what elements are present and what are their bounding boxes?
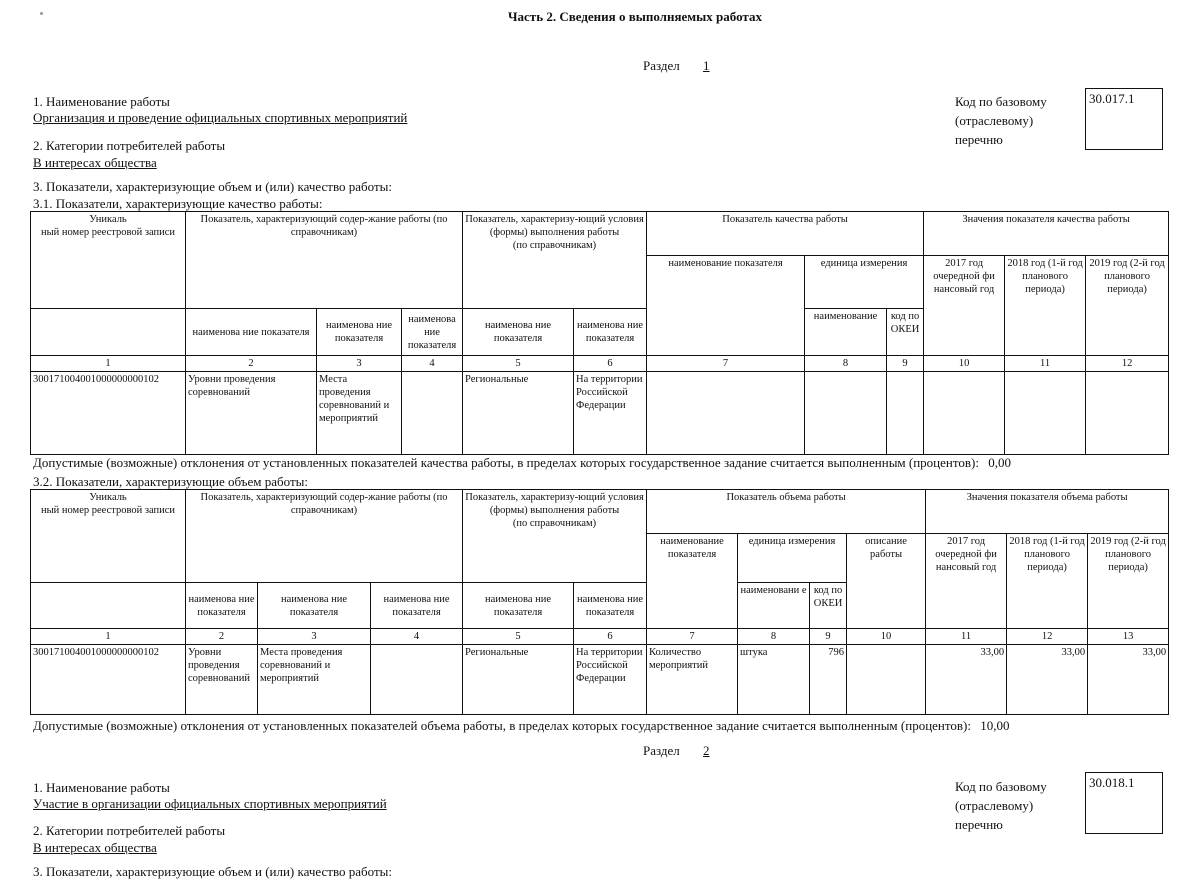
header-text: (по справочникам) [512,518,597,529]
header-content-indicator: Показатель, характеризующий содер-жание работы (по справочникам) [186,490,463,583]
column-number: 12 [1086,356,1169,372]
header-year-2019: 2019 год (2-й год планового периода) [1088,534,1169,629]
header-okei: код по ОКЕИ [887,309,924,356]
cell-empty [805,372,887,455]
cell-condition-5: Региональные [463,645,574,715]
base-code-box: 30.017.1 [1085,88,1163,150]
column-number: 2 [186,629,258,645]
header-year-2018: 2018 год (1-й год планового периода) [1005,256,1086,356]
cell-unit-name: штука [738,645,810,715]
section-label-text: Раздел [643,58,680,73]
header-quality-values: Значения показателя качества работы [924,212,1169,256]
header-year-2017: 2017 год очередной фи нансовый год [924,256,1005,356]
header-unit-name: наименовани е [738,583,810,629]
table-row [31,372,1169,455]
section-label-text: Раздел [643,743,680,758]
cell-registry-id: 300171004001000000000102 [31,645,186,715]
volume-label: 3.2. Показатели, характеризующие объем работы: [33,474,308,489]
quality-deviation [33,455,1011,471]
base-code-label-line-1: Код по базовому [955,779,1047,794]
header-text: ный номер реестровой записи [40,227,176,238]
page-title: Часть 2. Сведения о выполняемых работах [508,9,762,24]
header-sub-5: наименова ние показателя [463,309,574,356]
column-number: 1 [31,629,186,645]
header-empty [31,309,186,356]
work-name-value: Организация и проведение официальных спортивных мероприятий [33,110,408,125]
header-sub-6: наименова ние показателя [574,583,647,629]
cell-content-2: Уровни проведения соревнований [186,645,258,715]
section-number: 1 [703,58,710,73]
header-empty [31,583,186,629]
column-number: 5 [463,356,574,372]
header-text: Показатель, характеризу-ющий условия (формы) выполнения работы [465,492,644,516]
header-indicator-name: наименование показателя [647,534,738,629]
header-sub-3: наименова ние показателя [258,583,371,629]
base-code-label-line-2: (отраслевому) [955,113,1034,128]
base-code-label [955,92,1047,149]
header-okei: код по ОКЕИ [810,583,847,629]
cell-empty [647,372,805,455]
indicators-label: 3. Показатели, характеризующие объем и (или) качество работы: [33,179,392,194]
scan-speck [40,12,43,15]
volume-deviation-text: Допустимые (возможные) отклонения от установленных показателей объема работы, в пределах которых государственное задание считается выполненным (процентов): [33,718,971,733]
column-number: 6 [574,356,647,372]
base-code-label-line-3: перечню [955,817,1003,832]
header-sub-4: наименова ние показателя [402,309,463,356]
cell-content-4 [402,372,463,455]
column-number: 7 [647,356,805,372]
section-2-label [643,743,710,759]
header-volume-indicator: Показатель объема работы [647,490,926,534]
header-text: Уникаль [89,492,127,503]
cell-empty [1005,372,1086,455]
header-quality-indicator: Показатель качества работы [647,212,924,256]
cell-empty [924,372,1005,455]
cell-description [847,645,926,715]
header-sub-2: наименова ние показателя [186,309,317,356]
quality-deviation-text: Допустимые (возможные) отклонения от установленных показателей качества работы, в пределах которых государственное задание считается выполненным (процентов): [33,455,979,470]
header-indicator-name: наименование показателя [647,256,805,356]
header-sub-6: наименова ние показателя [574,309,647,356]
work-name-label: 1. Наименование работы [33,94,170,109]
cell-condition-6: На территории Российской Федерации [574,372,647,455]
column-number: 6 [574,629,647,645]
column-number: 1 [31,356,186,372]
cell-condition-6: На территории Российской Федерации [574,645,647,715]
cell-okei: 796 [810,645,847,715]
category-label: 2. Категории потребителей работы [33,823,226,838]
cell-indicator-name: Количество мероприятий [647,645,738,715]
quality-deviation-value: 0,00 [988,455,1011,470]
header-text: ный номер реестровой записи [40,505,176,516]
header-conditions-indicator [463,490,647,583]
work-name-label: 1. Наименование работы [33,780,170,795]
column-number: 4 [371,629,463,645]
base-code-label-line-3: перечню [955,132,1003,147]
cell-content-4 [371,645,463,715]
header-sub-5: наименова ние показателя [463,583,574,629]
column-number: 4 [402,356,463,372]
header-text: Показатель, характеризу-ющий условия (формы) выполнения работы [465,214,644,238]
category-value: В интересах общества [33,155,157,170]
table-row [31,645,1169,715]
column-number: 12 [1007,629,1088,645]
column-number: 9 [810,629,847,645]
column-number: 10 [924,356,1005,372]
base-code-label-line-1: Код по базовому [955,94,1047,109]
column-number: 9 [887,356,924,372]
column-number: 7 [647,629,738,645]
cell-condition-5: Региональные [463,372,574,455]
column-number: 2 [186,356,317,372]
header-conditions-indicator [463,212,647,309]
category-label: 2. Категории потребителей работы [33,138,226,153]
column-number: 8 [805,356,887,372]
header-text: (по справочникам) [512,240,597,251]
header-sub-4: наименова ние показателя [371,583,463,629]
section-number: 2 [703,743,710,758]
column-number: 3 [317,356,402,372]
work-name-value: Участие в организации официальных спортивных мероприятий [33,796,387,811]
header-unique-number [31,490,186,583]
base-code-box: 30.018.1 [1085,772,1163,834]
category-value: В интересах общества [33,840,157,855]
quality-table [30,211,1169,455]
header-unit: единица измерения [738,534,847,583]
header-unique-number [31,212,186,309]
cell-registry-id: 300171004001000000000102 [31,372,186,455]
header-description: описание работы [847,534,926,629]
column-number: 8 [738,629,810,645]
column-number: 11 [1005,356,1086,372]
section-1-label [643,58,710,74]
column-number: 3 [258,629,371,645]
header-unit-name: наименование [805,309,887,356]
volume-deviation-value: 10,00 [980,718,1010,733]
header-sub-2: наименова ние показателя [186,583,258,629]
header-year-2018: 2018 год (1-й год планового периода) [1007,534,1088,629]
base-code-label [955,777,1047,834]
base-code-label-line-2: (отраслевому) [955,798,1034,813]
cell-content-3: Места проведения соревнований и мероприятий [317,372,402,455]
volume-table [30,489,1169,715]
header-unit: единица измерения [805,256,924,309]
column-number: 5 [463,629,574,645]
indicators-label: 3. Показатели, характеризующие объем и (или) качество работы: [33,864,392,879]
cell-empty [887,372,924,455]
header-year-2019: 2019 год (2-й год планового периода) [1086,256,1169,356]
volume-deviation [33,718,1009,734]
header-volume-values: Значения показателя объема работы [926,490,1169,534]
cell-value-2018: 33,00 [1007,645,1088,715]
quality-label: 3.1. Показатели, характеризующие качество работы: [33,196,323,211]
header-sub-3: наименова ние показателя [317,309,402,356]
header-content-indicator: Показатель, характеризующий содер-жание работы (по справочникам) [186,212,463,309]
header-year-2017: 2017 год очередной фи нансовый год [926,534,1007,629]
column-number: 13 [1088,629,1169,645]
cell-content-2: Уровни проведения соревнований [186,372,317,455]
cell-empty [1086,372,1169,455]
header-text: Уникаль [89,214,127,225]
cell-value-2019: 33,00 [1088,645,1169,715]
cell-content-3: Места проведения соревнований и мероприятий [258,645,371,715]
column-number: 10 [847,629,926,645]
cell-value-2017: 33,00 [926,645,1007,715]
column-number: 11 [926,629,1007,645]
